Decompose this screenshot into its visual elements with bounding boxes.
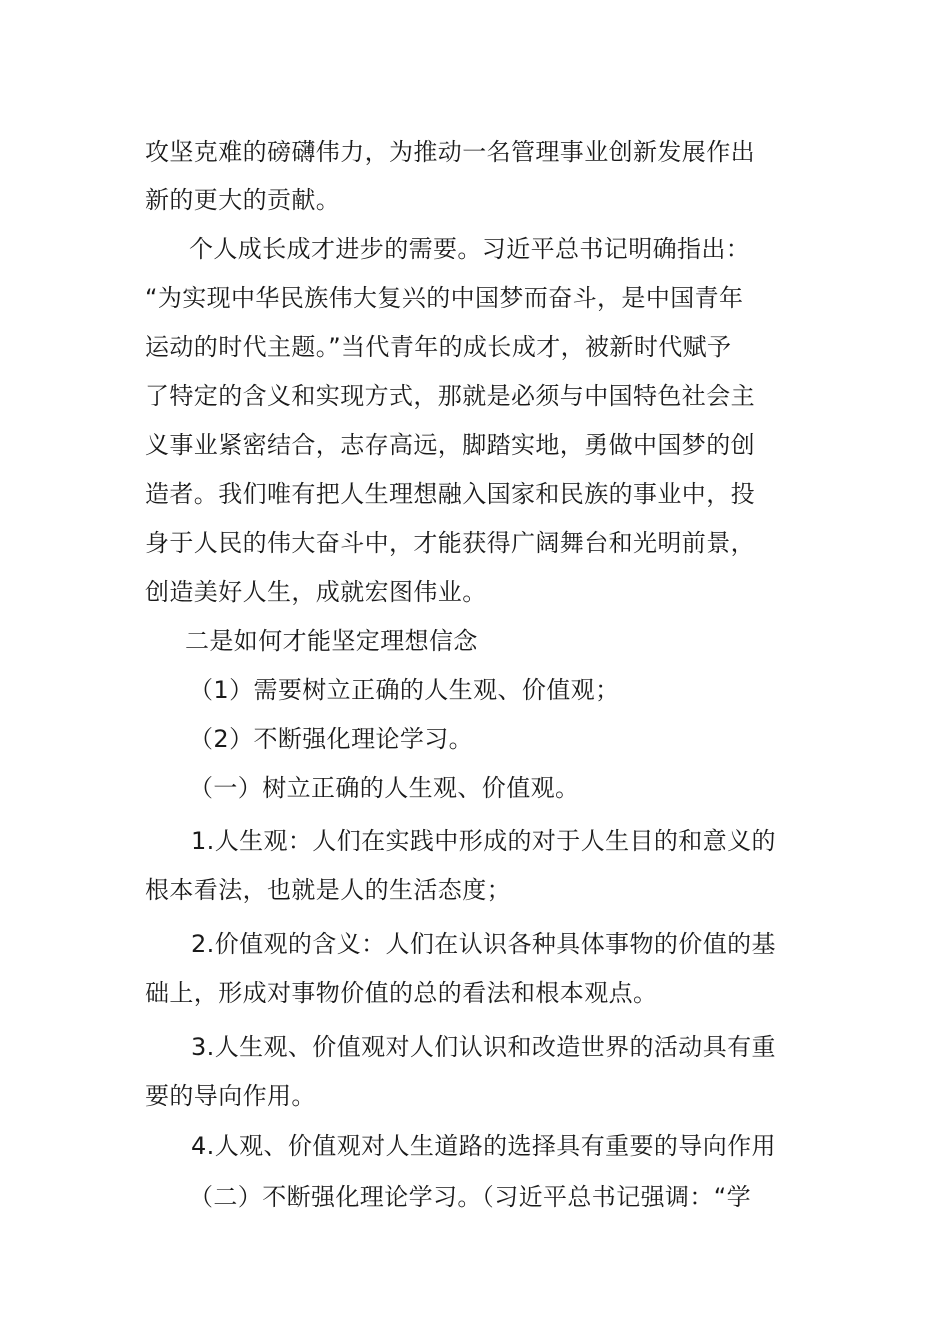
list-item: 3.人生观、价值观对人们认识和改造世界的活动具有重: [191, 1033, 776, 1061]
text-line: 新的更大的贡献。: [145, 186, 341, 214]
list-item: 2.价值观的含义：人们在认识各种具体事物的价值的基: [191, 930, 776, 958]
text-line: 础上，形成对事物价值的总的看法和根本观点。: [145, 979, 658, 1007]
subsection-heading: （一）树立正确的人生观、价值观。: [189, 774, 580, 802]
text-line: 根本看法，也就是人的生活态度；: [145, 876, 511, 904]
list-item: 4.人观、价值观对人生道路的选择具有重要的导向作用: [191, 1132, 776, 1160]
text-line: 创造美好人生，成就宏图伟业。: [145, 578, 487, 606]
subsection-heading: （二）不断强化理论学习。（习近平总书记强调：“学: [189, 1183, 752, 1211]
text-line: 了特定的含义和实现方式，那就是必须与中国特色社会主: [145, 382, 755, 410]
section-heading: 二是如何才能坚定理想信念: [185, 627, 478, 655]
text-line: 个人成长成才进步的需要。习近平总书记明确指出：: [189, 235, 751, 263]
text-line: 造者。我们唯有把人生理想融入国家和民族的事业中，投: [145, 480, 755, 508]
text-line: 攻坚克难的磅礴伟力，为推动一名管理事业创新发展作出: [145, 138, 755, 166]
text-line: 身于人民的伟大奋斗中，才能获得广阔舞台和光明前景，: [145, 529, 755, 557]
text-line: 义事业紧密结合，志存高远，脚踏实地，勇做中国梦的创: [145, 431, 755, 459]
list-item: 1.人生观：人们在实践中形成的对于人生目的和意义的: [191, 827, 776, 855]
text-line: “为实现中华民族伟大复兴的中国梦而奋斗，是中国青年: [145, 284, 744, 312]
list-item: （1）需要树立正确的人生观、价值观；: [189, 676, 620, 704]
text-line: 要的导向作用。: [145, 1082, 316, 1110]
list-item: （2）不断强化理论学习。: [189, 725, 474, 753]
text-line: 运动的时代主题。”当代青年的成长成才，被新时代赋予: [145, 333, 732, 361]
